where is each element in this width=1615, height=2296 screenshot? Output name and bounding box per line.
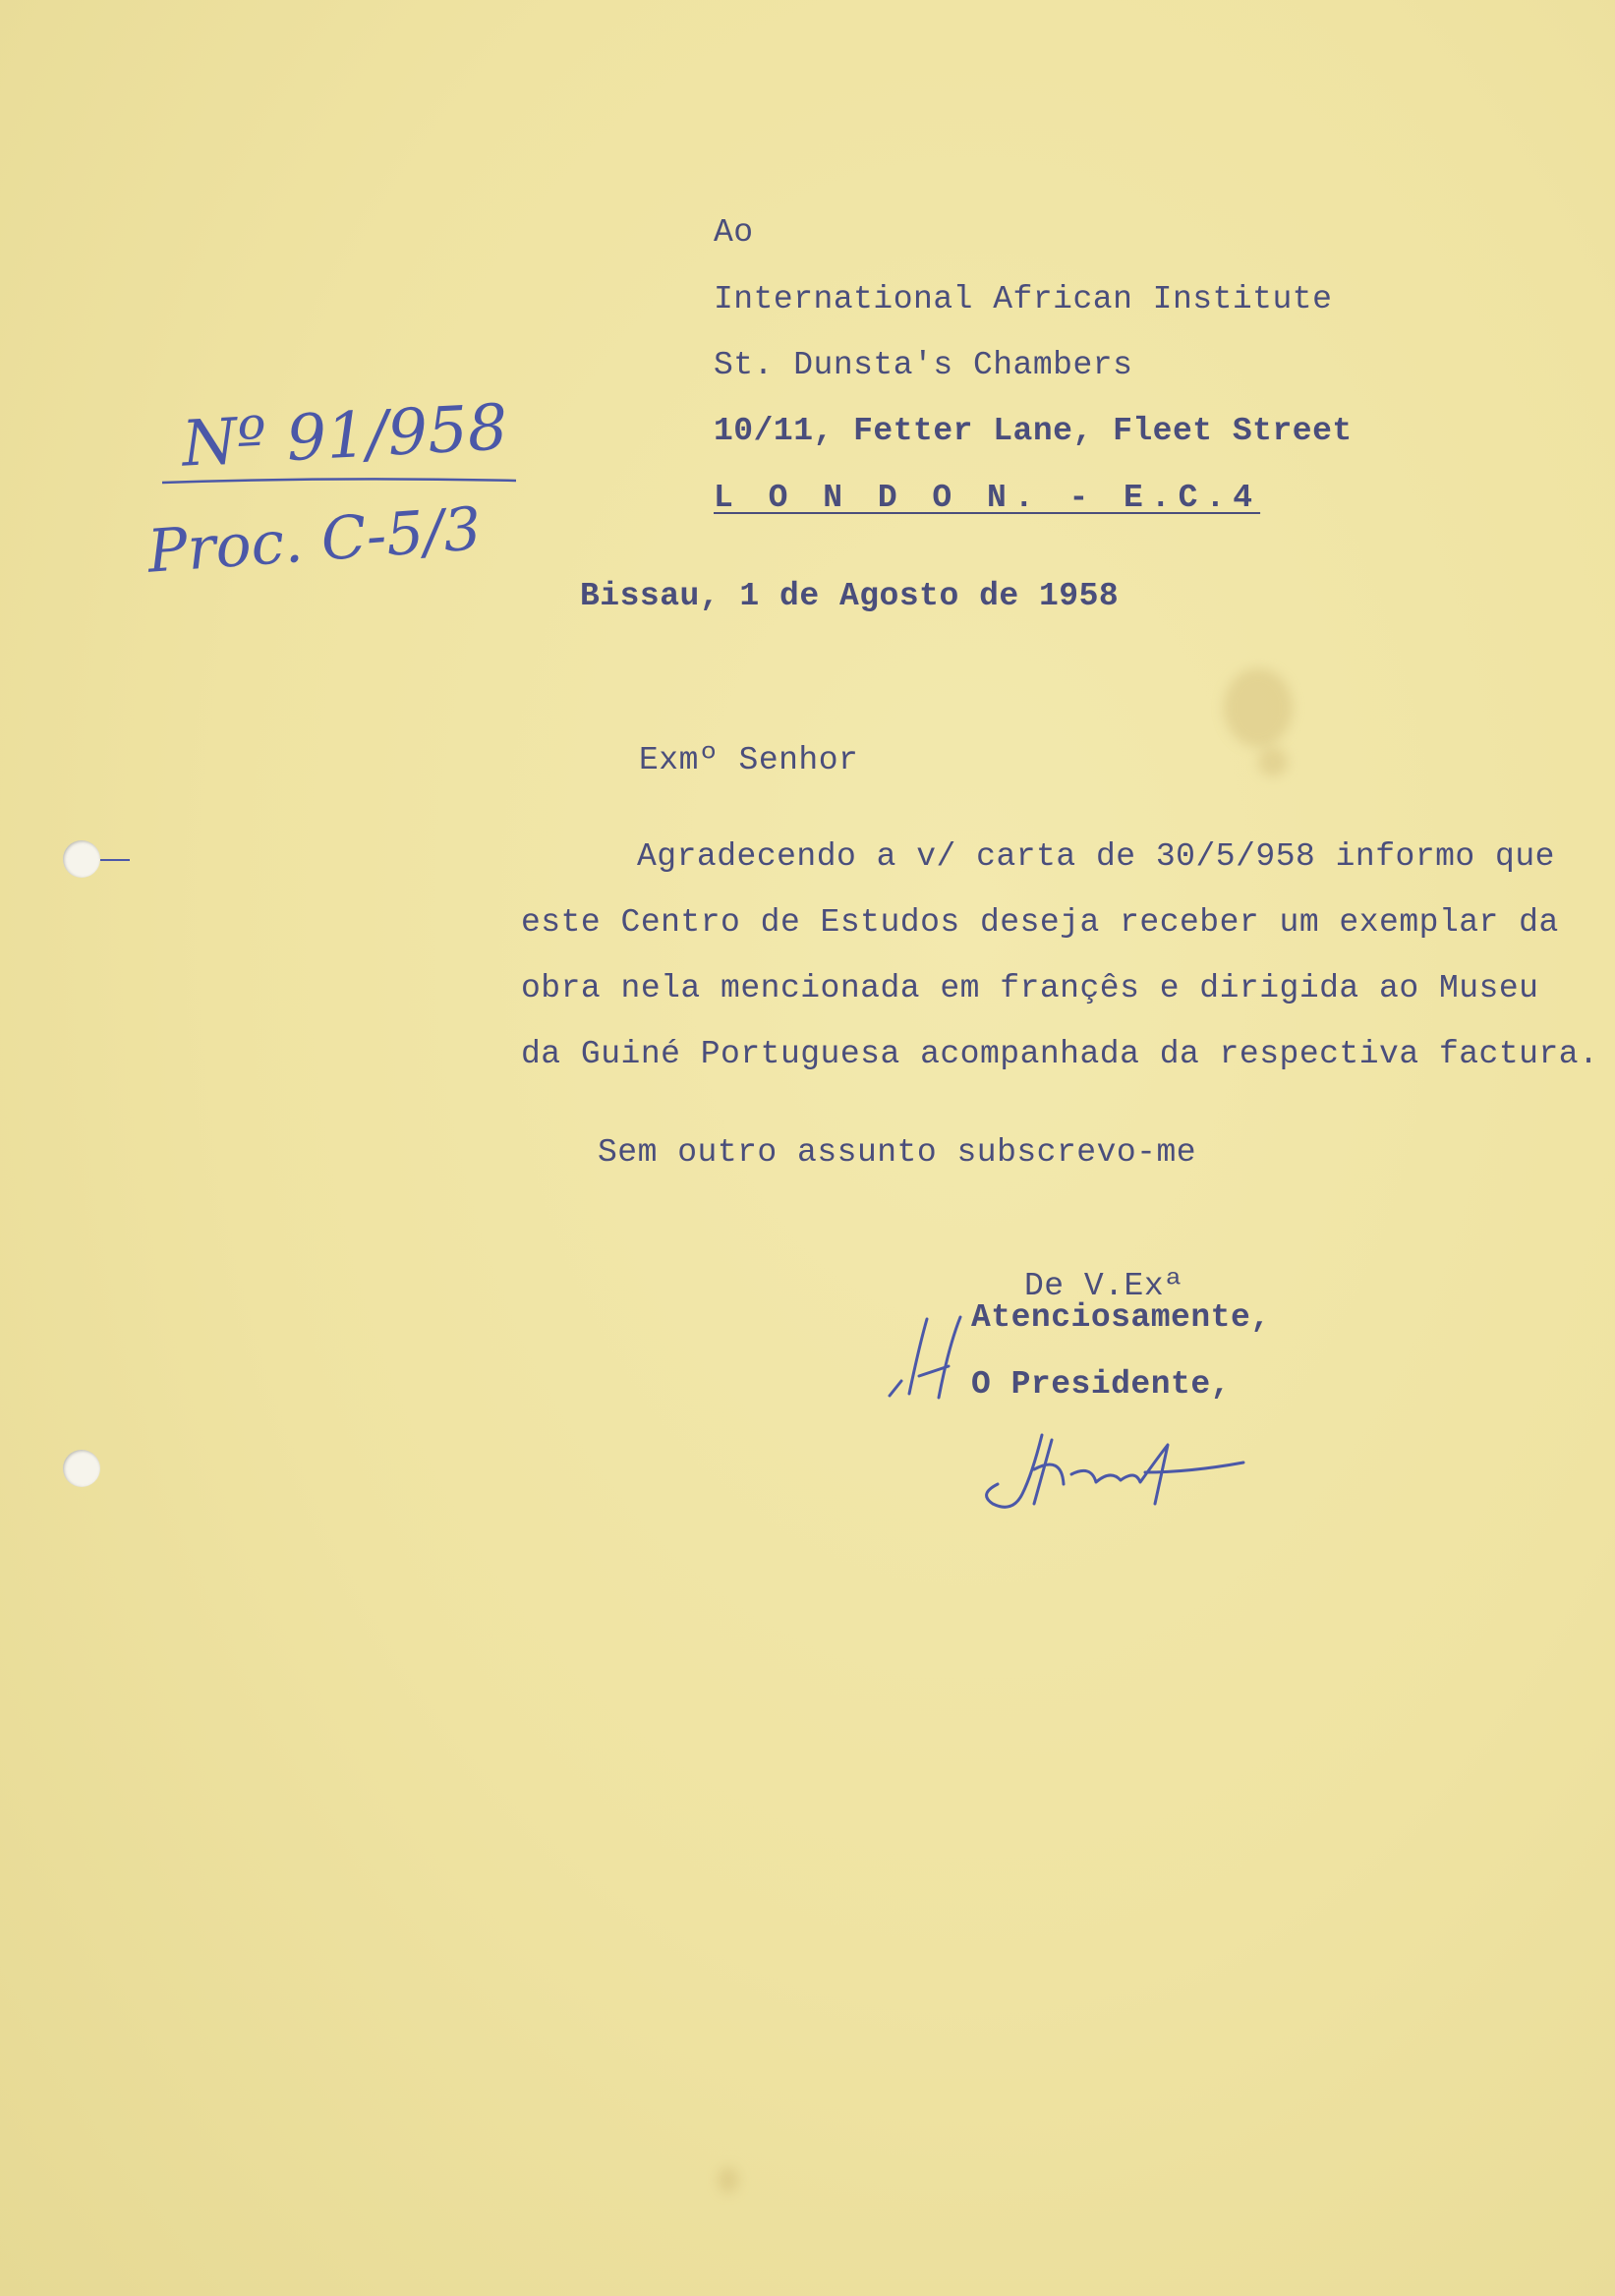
signoff-regards: Atenciosamente, — [971, 1299, 1271, 1336]
body-line-1: Agradecendo a v/ carta de 30/5/958 informo que — [637, 838, 1555, 875]
closing-line: Sem outro assunto subscrevo-me — [598, 1134, 1197, 1171]
punch-hole-top — [63, 840, 100, 878]
annotation-underline — [162, 475, 526, 488]
initials-mark — [880, 1307, 968, 1406]
recipient-city: L O N D O N. - E.C.4 — [714, 480, 1261, 516]
handwritten-file-number: Nº 91/958 — [180, 391, 510, 482]
recipient-street: 10/11, Fetter Lane, Fleet Street — [714, 413, 1353, 449]
signoff-de: De V.Exª — [1024, 1268, 1184, 1304]
recipient-organization: International African Institute — [714, 281, 1333, 317]
body-line-2: este Centro de Estudos deseja receber um exemplar da — [521, 904, 1559, 941]
handwritten-process-number: Proc. C-5/3 — [144, 494, 484, 587]
body-line-3: obra nela mencionada em françês e dirigida ao Museu — [521, 970, 1539, 1006]
body-line-4: da Guiné Portuguesa acompanhada da respectiva factura. — [521, 1036, 1599, 1072]
signoff-title: O Presidente, — [971, 1366, 1231, 1403]
paper-stain — [718, 2167, 739, 2193]
paper-stain — [1258, 747, 1288, 776]
recipient-building: St. Dunsta's Chambers — [714, 347, 1133, 383]
paper-stain — [1224, 668, 1293, 747]
punch-hole-bottom — [63, 1450, 100, 1487]
greeting: Exmº Senhor — [639, 742, 859, 778]
handwritten-signature — [973, 1415, 1268, 1523]
hole-tick-mark — [100, 857, 140, 863]
date-line: Bissau, 1 de Agosto de 1958 — [580, 578, 1120, 614]
recipient-to: Ao — [714, 214, 754, 251]
